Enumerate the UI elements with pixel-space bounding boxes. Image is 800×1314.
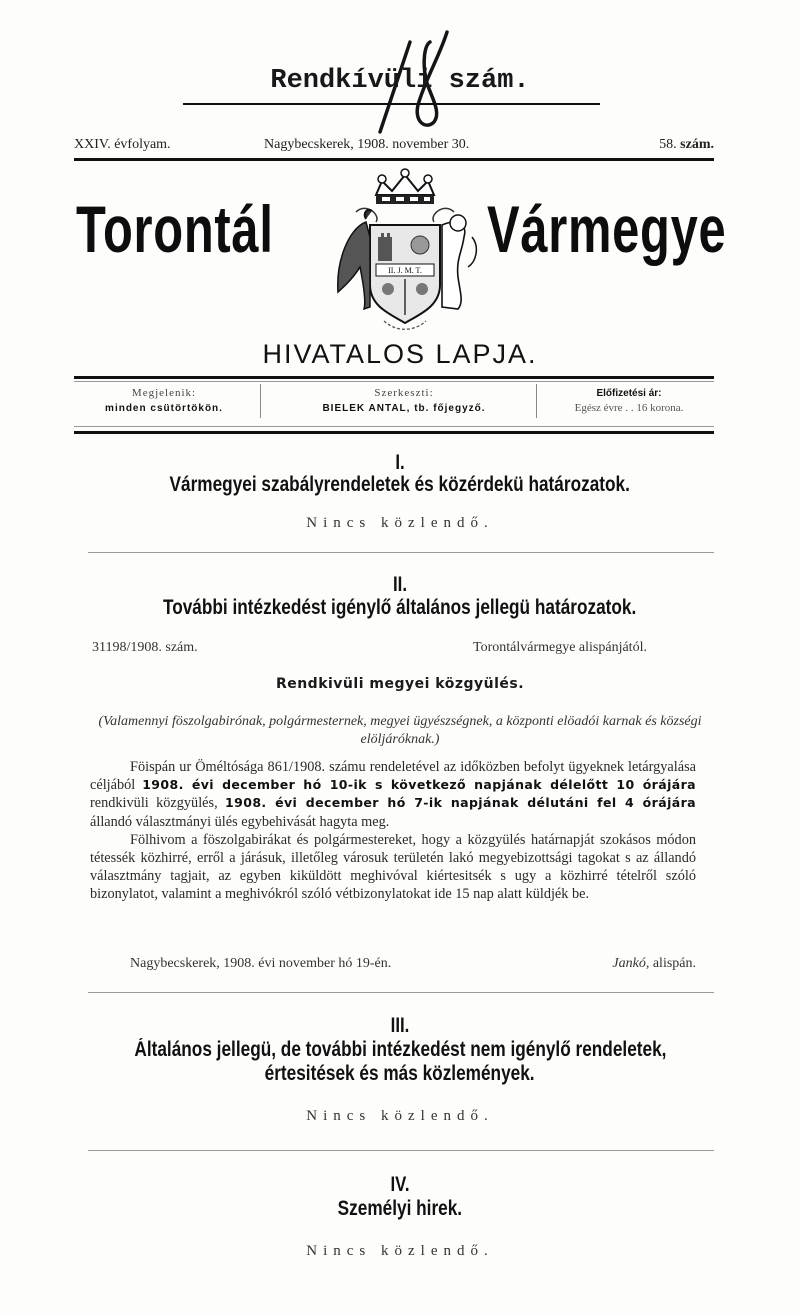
section-4-title-text: Személyi hirek. [337,1197,463,1220]
section-3-content: Nincs közlendő. [306,1108,494,1124]
notice-title: Rendkivüli megyei közgyülés. [275,676,525,692]
info-price [544,386,714,416]
section-4-title [0,1196,800,1222]
svg-text:II. J. M. T.: II. J. M. T. [388,266,422,275]
info-appears [74,386,254,416]
section-3-title-line-2 [0,1061,800,1087]
paragraph-1-part-5: állandó választmányi ülés egybehivását hagyta meg. [90,813,390,830]
section-3-title-line-2-text: értesitések és más közlemények. [265,1062,535,1085]
reference-number: 31198/1908. szám. [92,640,198,655]
signature-line [130,956,696,976]
paragraph-1 [90,758,696,831]
issuer: Torontálvármegye alispánjától. [473,640,647,655]
section-3-title-line-1 [0,1037,800,1063]
divider [88,992,714,993]
editor-value: BIELEK ANTAL, tb. főjegyző. [322,403,486,414]
divider [88,552,714,553]
signature-name: Jankó, [612,956,650,971]
signature [612,956,696,972]
divider [536,384,537,418]
divider [74,426,714,427]
section-4-number: IV. [390,1173,410,1196]
signature-place-date: Nagybecskerek, 1908. évi november hó 19-én. [130,956,392,971]
editor-label: Szerkeszti: [374,387,434,399]
price-label: Előfizetési ár: [596,388,662,399]
place-date: Nagybecskerek, 1908. november 30. [264,137,470,152]
appears-label: Megjelenik: [131,387,197,399]
paragraph-1-part-2: 1908. évi december hó 10-ik s következő napjának délelőtt 10 órájára [142,777,697,793]
section-1-content: Nincs közlendő. [306,515,494,531]
section-3-title-line-1-text: Általános jellegü, de további intézkedést nem igénylő rendeletek, [133,1038,667,1061]
price-value: Egész évre . . 16 korona. [574,402,684,414]
info-editor [274,386,534,416]
volume-label: XXIV. évfolyam. [74,137,171,152]
divider [88,1150,714,1151]
masthead-subtitle: HIVATALOS LAPJA. [262,339,538,369]
divider [74,158,714,161]
section-1-number: I. [395,451,405,474]
masthead-meta-row [74,137,714,157]
masthead-title-left: Torontál [76,192,274,266]
divider [260,384,261,418]
coat-of-arms-icon [326,167,484,337]
appears-value: minden csütörtökön. [105,403,223,414]
publication-info-box [74,376,714,428]
issue-number-label: szám. [680,137,714,152]
section-1-title-text: Vármegyei szabályrendeletek és közérdekü határozatok. [169,473,631,496]
section-1-title [0,472,800,498]
addressees: (Valamennyi föszolgabirónak, polgármesternek, megyei ügyészségnek, a központi elöadói karnak és községi elöljáróknak.) [98,714,702,747]
paragraph-1-part-3: rendkivüli közgyülés, [90,795,218,812]
issue-number [659,137,714,153]
divider [74,431,714,434]
paragraph-2: Fölhivom a föszolgabirákat és polgármestereket, hogy a közgyülés határnapját szokásos módon tétessék közhirré, erről a járásuk, illetőleg városuk területén lakó megyebizottsági tagokat s az állandó választmány tagjait, az egyben kiküldött meghivóval kiértesitsék s ugy a közhirré tételről szóló bizonylatot, valamint a meghivókról szóló vétbizonylatokat ide 15 nap alatt küldjék be. [90,831,696,903]
paragraph-1-part-4: 1908. évi december hó 7-ik napjának délutáni fel 4 órájára [225,795,696,811]
masthead-title-right: Vármegye [487,192,727,266]
section-2-title-text: További intézkedést igénylő általános jellegü határozatok. [163,596,637,619]
paragraph-1-part-1: Föispán ur Öméltósága 861/1908. számu rendeletével az időközben befolyt ügyeknek letárgyalása céljából [90,759,696,794]
notice-body [90,758,696,904]
section-3-number: III. [390,1014,410,1037]
signature-title: alispán. [652,956,696,971]
section-2-number: II. [392,573,407,596]
divider [183,103,600,105]
issue-number-value: 58. [659,137,677,152]
special-issue-banner: Rendkívüli szám. [270,66,530,96]
section-2-title [0,595,800,621]
section-4-content: Nincs közlendő. [306,1243,494,1259]
